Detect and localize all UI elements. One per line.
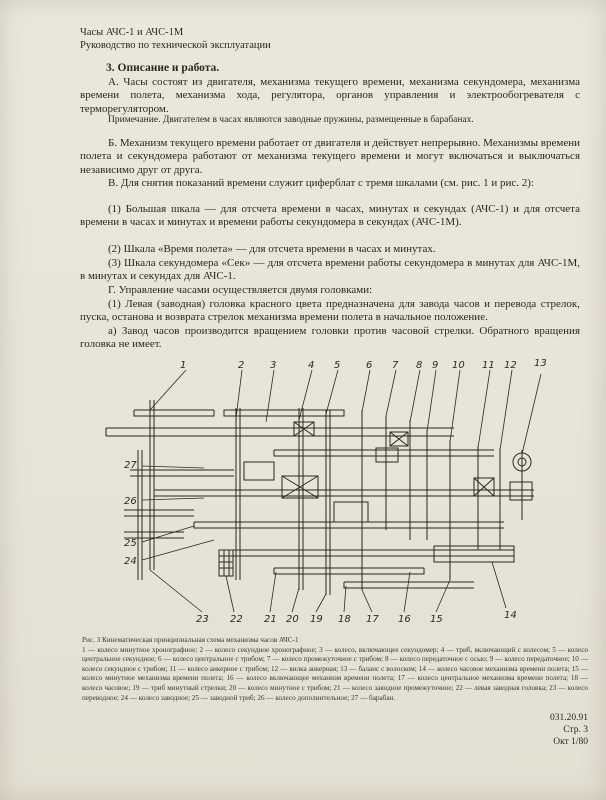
part-label: 2 — [238, 360, 245, 371]
part-label: 10 — [452, 360, 465, 371]
part-label: 23 — [196, 614, 209, 625]
paragraph-v: В. Для снятия показаний времени служит циферблат с тремя шкалами (см. рис. 1 и рис. 2): — [108, 177, 534, 189]
part-label: 4 — [308, 360, 315, 371]
paragraph-note: Примечание. Двигателем в часах являются заводные пружины, размещенные в барабанах. — [108, 115, 474, 125]
part-label: 25 — [124, 538, 137, 549]
page-footer — [550, 712, 588, 748]
kinematic-diagram — [94, 350, 554, 625]
part-label: 24 — [124, 556, 137, 567]
paragraph-a: А. Часы состоят из двигателя, механизма текущего времени, механизма секундомера, механизма времени полета, механизма хода, регулятора, органов управления и электрообогревателя с терморегулятором. — [80, 76, 580, 115]
part-label: 22 — [230, 614, 243, 625]
part-label: 12 — [504, 360, 517, 371]
paragraph-v3: (3) Шкала секундомера «Сек» — для отсчета времени работы секундомера в минутах для АЧС-1М, в минутах и секундах для АЧС-1. — [80, 257, 580, 283]
header-title: Часы АЧС-1 и АЧС-1М — [80, 27, 184, 38]
part-label: 27 — [124, 460, 137, 471]
part-label: 11 — [482, 360, 495, 371]
part-label: 1 — [180, 360, 187, 371]
part-label: 16 — [398, 614, 411, 625]
part-label: 21 — [264, 614, 277, 625]
part-label: 18 — [338, 614, 351, 625]
paragraph-v2: (2) Шкала «Время полета» — для отсчета времени в часах и минутах. — [108, 243, 436, 255]
part-label: 26 — [124, 496, 137, 507]
diagram-top-labels — [180, 358, 547, 371]
section-title: 3. Описание и работа. — [106, 62, 220, 74]
part-label: 19 — [310, 614, 323, 625]
document-header — [80, 26, 271, 52]
paragraph-b: Б. Механизм текущего времени работает от двигателя и действует непрерывно. Механизмы времени полета и секундомера работают от механизма текущего времени и могут включаться и выключаться независимо друг от друга. — [80, 137, 580, 176]
part-label: 6 — [366, 360, 373, 371]
paragraph-g: Г. Управление часами осуществляется двумя головками: — [108, 284, 373, 296]
part-label: 20 — [286, 614, 299, 625]
document-code: 031.20.91 — [550, 713, 588, 723]
part-label: 13 — [534, 358, 547, 369]
page-number: Стр. 3 — [563, 725, 588, 735]
paragraph-g1: (1) Левая (заводная) головка красного цвета предназначена для завода часов и перевода стрелок, пуска, останова и возврата стрелок механизма времени полета в начальное положение. — [80, 298, 580, 324]
part-label: 5 — [334, 360, 341, 371]
part-label: 7 — [392, 360, 399, 371]
part-label: 14 — [504, 610, 517, 621]
paragraph-ga: а) Завод часов производится вращением головки против часовой стрелки. Обратного вращения головка не имеет. — [80, 325, 580, 351]
figure-caption: Рис. 3 Кинематическая принципиальная схема механизма часов АЧС-1 1 — колесо минутное хронографное; 2 — колесо секундное хронографное; 3 — колесо, включающее секундомер; 4 — триб, включающий с колесом; 5 — колесо центральное секундное; 6 — колесо центральное с трибом; 7 — колесо промежуточное с трибом; 8 — колесо передаточное с осью; 9 — колесо передаточное; 10 — колесо секундное с трибом; 11 — колесо анкерное с трибом; 12 — вилка анкерная; 13 — баланс с волоском; 14 — колесо часовое механизма времени полета; 15 — колесо минутное механизма времени полета; 16 — колесо включающее механизм времени полета; 17 — колесо центральное механизма времени полета; 18 — колесо часовое; 19 — триб минутный стрелки; 20 — колесо минутное с трибом; 21 — колесо заводное промежуточное; 22 — левая заводная головка; 23 — колесо переводное; 24 — колесо заводное; 25 — заводной триб; 26 — колесо дополнительное; 27 — барабан. — [82, 636, 588, 702]
header-subtitle: Руководство по технической эксплуатации — [80, 40, 271, 51]
part-label: 17 — [366, 614, 379, 625]
part-label: 15 — [430, 614, 443, 625]
part-label: 3 — [270, 360, 277, 371]
part-label: 9 — [432, 360, 439, 371]
revision-date: Окт 1/80 — [553, 737, 588, 747]
part-label: 8 — [416, 360, 423, 371]
diagram-bottom-labels — [196, 610, 517, 625]
paragraph-v1: (1) Большая шкала — для отсчета времени в часах, минутах и секундах (АЧС-1) и для отсчета времени в часах и минутах и времени работы секундомера в секундах (АЧС-1М). — [80, 203, 580, 229]
